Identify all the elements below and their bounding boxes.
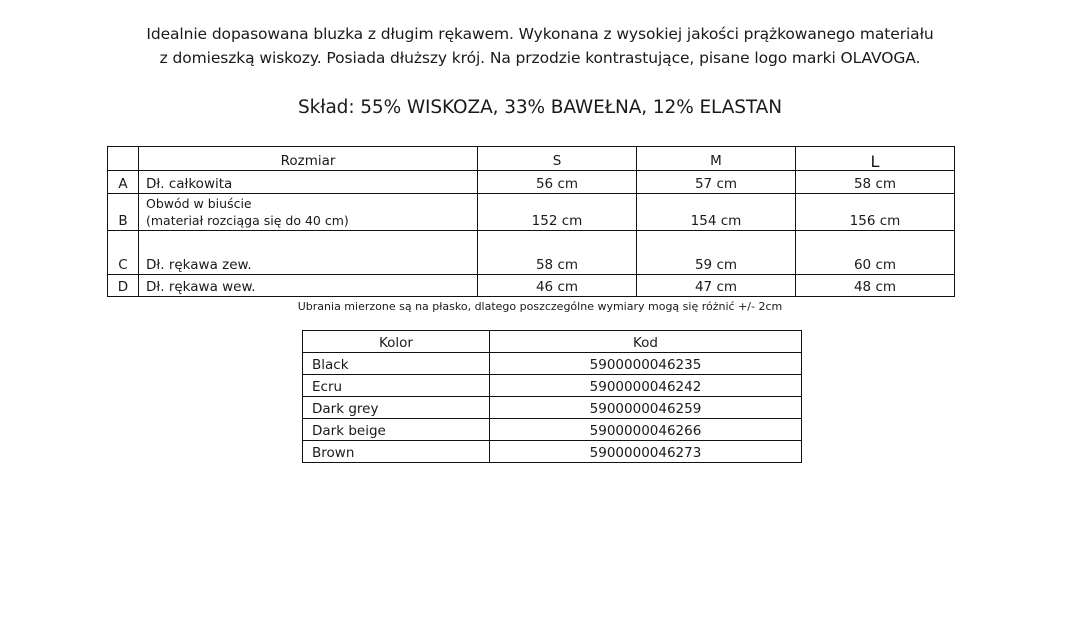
- measurement-note: Ubrania mierzone są na płasko, dlatego poszczególne wymiary mogą się różnić +/- 2cm: [297, 300, 783, 313]
- row-label: Dł. całkowita: [139, 171, 478, 194]
- color-code: 5900000046273: [490, 441, 802, 463]
- color-name: Black: [303, 353, 490, 375]
- row-index: D: [108, 275, 139, 297]
- table-row: [108, 194, 955, 231]
- size-table-header: [108, 147, 955, 171]
- header-size-label: Rozmiar: [139, 147, 478, 171]
- row-label-line-1: Obwód w biuście: [146, 196, 252, 211]
- color-code-table: [302, 330, 802, 463]
- row-index: A: [108, 171, 139, 194]
- table-row: [303, 419, 802, 441]
- composition-heading: Skład: 55% WISKOZA, 33% BAWEŁNA, 12% ELASTAN: [298, 97, 782, 118]
- header-index-cell: [108, 147, 139, 171]
- color-code: 5900000046235: [490, 353, 802, 375]
- table-row: [108, 275, 955, 297]
- value-l: 60 cm: [796, 231, 955, 275]
- color-name: Dark grey: [303, 397, 490, 419]
- value-l: 48 cm: [796, 275, 955, 297]
- color-code: 5900000046266: [490, 419, 802, 441]
- header-size-m: M: [637, 147, 796, 171]
- row-index: C: [108, 231, 139, 275]
- value-s: 152 cm: [478, 194, 637, 231]
- size-table: [107, 146, 955, 297]
- color-code: 5900000046242: [490, 375, 802, 397]
- color-name: Ecru: [303, 375, 490, 397]
- row-label: Dł. rękawa wew.: [139, 275, 478, 297]
- color-name: Brown: [303, 441, 490, 463]
- row-label-line-2: (materiał rozciąga się do 40 cm): [146, 213, 349, 228]
- color-table-header: [303, 331, 802, 353]
- row-label: Dł. rękawa zew.: [139, 231, 478, 275]
- value-m: 59 cm: [637, 231, 796, 275]
- header-size-s: S: [478, 147, 637, 171]
- value-s: 46 cm: [478, 275, 637, 297]
- table-row: [108, 171, 955, 194]
- table-row: [108, 231, 955, 275]
- value-m: 154 cm: [637, 194, 796, 231]
- table-row: [303, 353, 802, 375]
- row-index: B: [108, 194, 139, 231]
- value-l: 58 cm: [796, 171, 955, 194]
- description-line-1: Idealnie dopasowana bluzka z długim rękawem. Wykonana z wysokiej jakości prążkowanego materiału: [146, 25, 934, 43]
- product-description: [0, 22, 1080, 70]
- value-m: 57 cm: [637, 171, 796, 194]
- header-code: Kod: [490, 331, 802, 353]
- table-row: [303, 441, 802, 463]
- header-color: Kolor: [303, 331, 490, 353]
- value-l: 156 cm: [796, 194, 955, 231]
- value-m: 47 cm: [637, 275, 796, 297]
- table-row: [303, 397, 802, 419]
- header-size-l: L: [796, 147, 955, 171]
- value-s: 56 cm: [478, 171, 637, 194]
- description-line-2: z domieszką wiskozy. Posiada dłuższy krój. Na przodzie kontrastujące, pisane logo marki OLAVOGA.: [159, 49, 921, 67]
- table-row: [303, 375, 802, 397]
- value-s: 58 cm: [478, 231, 637, 275]
- row-label: [139, 194, 478, 231]
- color-name: Dark beige: [303, 419, 490, 441]
- color-code: 5900000046259: [490, 397, 802, 419]
